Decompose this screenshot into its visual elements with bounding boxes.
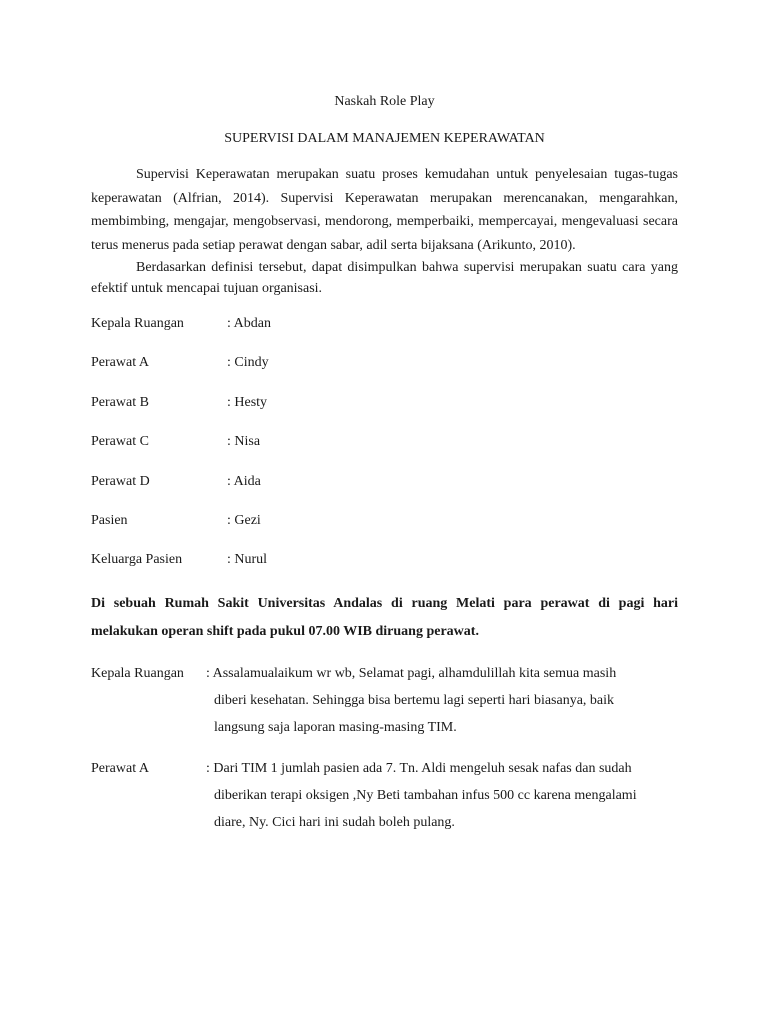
- cast-name: : Nisa: [227, 434, 261, 450]
- dialogue-line: : Assalamualaikum wr wb, Selamat pagi, alhamdulillah kita semua masih diberi kesehatan. Sehingga bisa bertemu lagi seperti hari biasanya, baik langsung saja laporan masing-masing TIM.: [206, 665, 617, 735]
- cast-name: : Hesty: [227, 394, 268, 410]
- cast-role: Kepala Ruangan: [91, 316, 184, 331]
- cast-name: : Cindy: [227, 355, 269, 371]
- cast-role: Perawat D: [91, 473, 150, 489]
- cast-row: [91, 550, 678, 589]
- cast-role: Perawat C: [91, 434, 149, 450]
- cast-row: [91, 314, 678, 353]
- cast-list: [91, 314, 678, 590]
- cast-row: [91, 432, 678, 471]
- cast-name: : Gezi: [227, 512, 261, 528]
- intro-paragraph-1: Supervisi Keperawatan merupakan suatu proses kemudahan untuk penyelesaian tugas-tugas keperawatan (Alfrian, 2014). Supervisi Keperawatan merupakan merencanakan, mengarahkan, membimbing, mengajar, mengobservasi, mendorong, memperbaiki, mempercayai, mengevaluasi secara terus menerus pada setiap perawat dengan sabar, adil serta bijaksana (Arikunto, 2010).: [91, 167, 678, 253]
- dialogue-speaker: Kepala Ruangan: [91, 665, 184, 681]
- cast-row: [91, 511, 678, 550]
- cast-name: : Abdan: [227, 316, 271, 331]
- dialogue-line: : Dari TIM 1 jumlah pasien ada 7. Tn. Aldi mengeluh sesak nafas dan sudah diberikan terapi oksigen ,Ny Beti tambahan infus 500 cc karena mengalami diare, Ny. Cici hari ini sudah boleh pulang.: [206, 760, 637, 830]
- cast-row: [91, 393, 678, 432]
- cast-row: [91, 472, 678, 511]
- cast-row: [91, 353, 678, 392]
- scene-description: Di sebuah Rumah Sakit Universitas Andalas di ruang Melati para perawat di pagi hari melakukan operan shift pada pukul 07.00 WIB diruang perawat.: [91, 595, 678, 639]
- dialogue-entry: [91, 660, 678, 741]
- cast-name: : Aida: [227, 473, 261, 489]
- document-title: Naskah Role Play: [334, 94, 435, 109]
- intro-paragraph-2: Berdasarkan definisi tersebut, dapat disimpulkan bahwa supervisi merupakan suatu cara yang efektif untuk mencapai tujuan organisasi.: [91, 260, 678, 296]
- document-subtitle: SUPERVISI DALAM MANAJEMEN KEPERAWATAN: [224, 131, 545, 146]
- cast-role: Keluarga Pasien: [91, 552, 183, 568]
- dialogue-speaker: Perawat A: [91, 760, 149, 776]
- cast-role: Perawat A: [91, 355, 149, 371]
- dialogue-entry: [91, 755, 678, 836]
- cast-name: : Nurul: [227, 552, 268, 568]
- cast-role: Perawat B: [91, 394, 149, 410]
- cast-role: Pasien: [91, 512, 128, 528]
